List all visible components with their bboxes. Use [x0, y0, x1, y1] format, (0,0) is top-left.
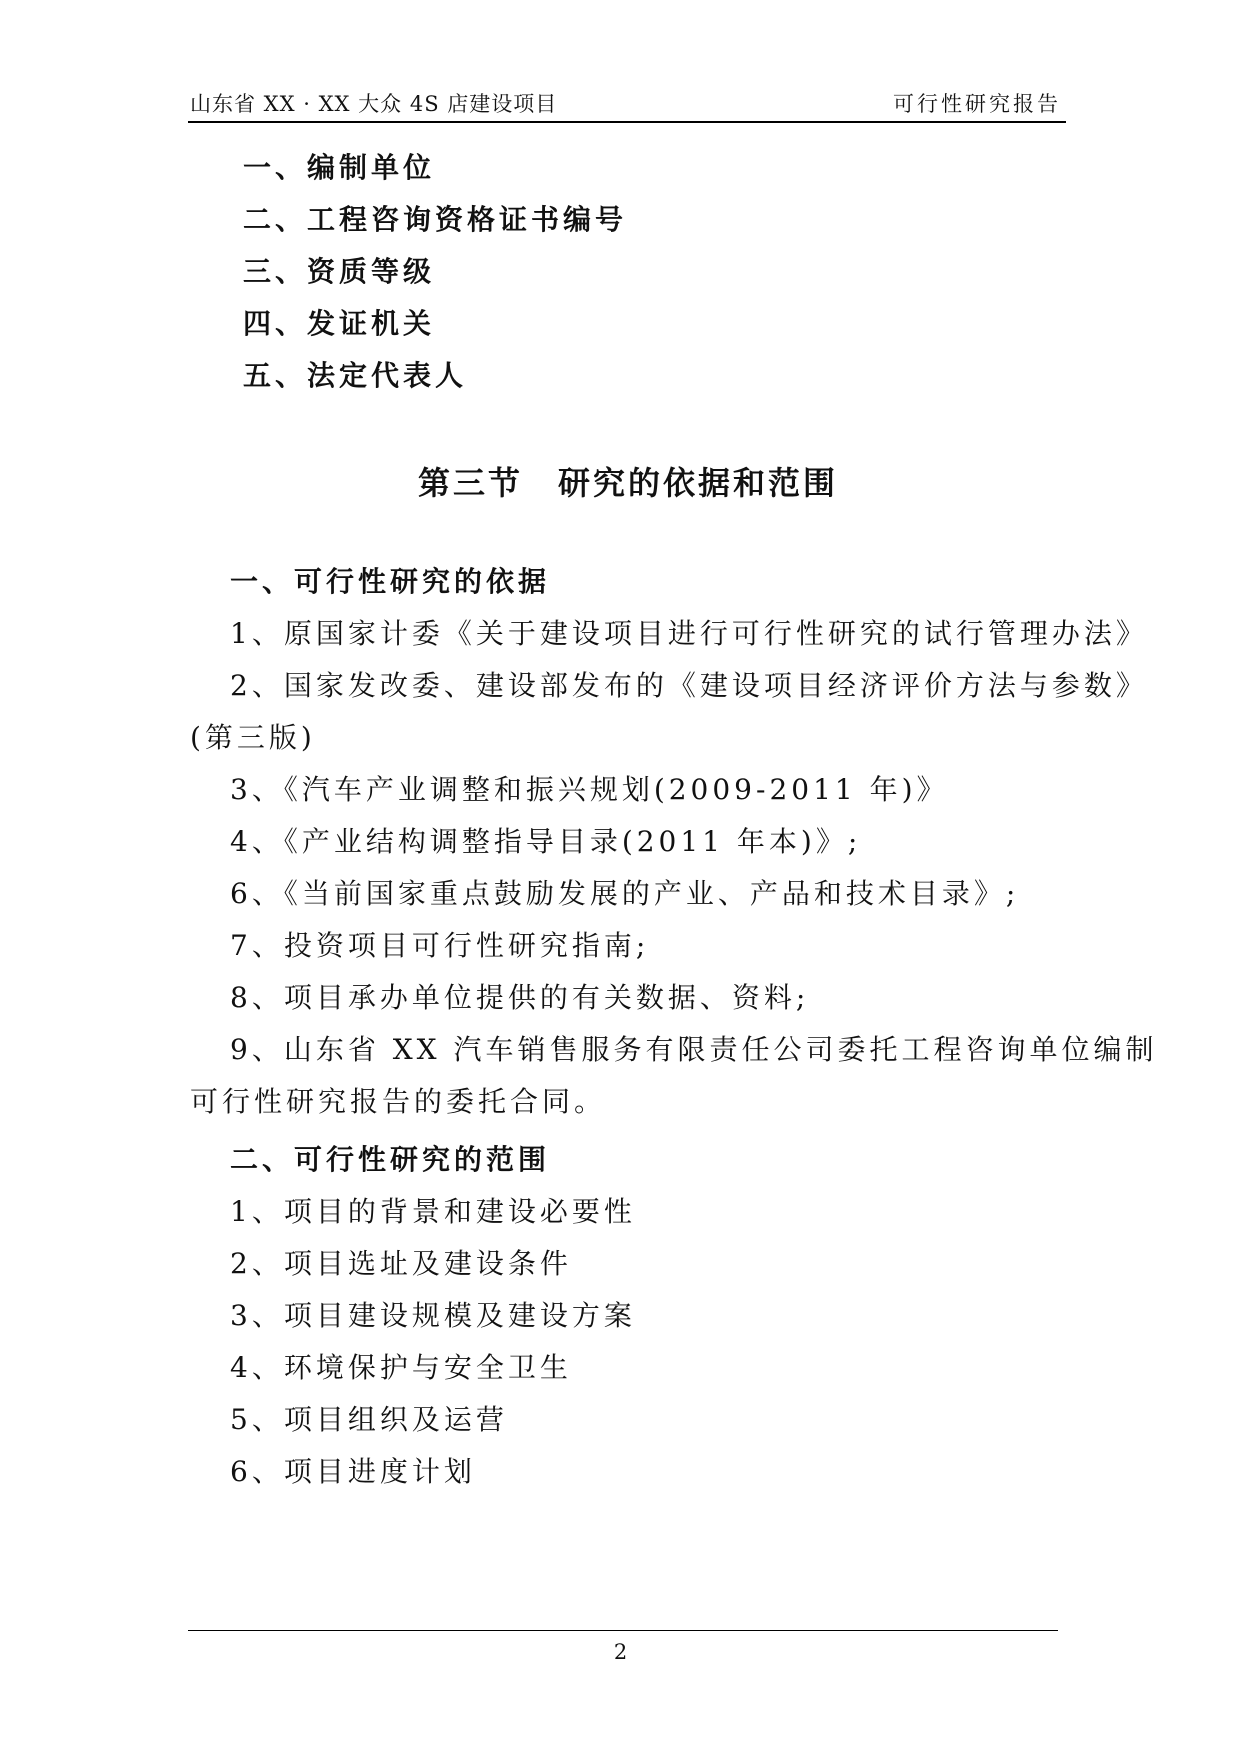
- header-rule: [188, 121, 1066, 123]
- header-project-title: 山东省 XX · XX 大众 4S 店建设项目: [190, 92, 558, 116]
- basis-line: 2、国家发改委、建设部发布的《建设项目经济评价方法与参数》: [230, 669, 1148, 702]
- basis-line: 4、《产业结构调整指导目录(2011 年本)》;: [230, 825, 862, 858]
- basis-heading: 一、可行性研究的依据: [230, 565, 551, 598]
- scope-line: 3、项目建设规模及建设方案: [230, 1299, 636, 1332]
- page-number: 2: [613, 1640, 628, 1664]
- basis-line: (第三版): [190, 721, 316, 754]
- scope-line: 1、项目的背景和建设必要性: [230, 1195, 636, 1228]
- top-item-3: 三、资质等级: [243, 255, 436, 288]
- scope-heading: 二、可行性研究的范围: [230, 1143, 551, 1176]
- basis-line: 8、项目承办单位提供的有关数据、资料;: [230, 981, 810, 1014]
- top-item-5: 五、法定代表人: [243, 359, 468, 392]
- basis-line: 6、《当前国家重点鼓励发展的产业、产品和技术目录》;: [230, 877, 1020, 910]
- header-report-title: 可行性研究报告: [893, 92, 1061, 116]
- basis-line: 3、《汽车产业调整和振兴规划(2009-2011 年)》: [230, 773, 949, 806]
- basis-line: 7、投资项目可行性研究指南;: [230, 929, 650, 962]
- basis-line: 1、原国家计委《关于建设项目进行可行性研究的试行管理办法》: [230, 617, 1148, 650]
- scope-line: 6、项目进度计划: [230, 1455, 476, 1488]
- top-item-4: 四、发证机关: [243, 307, 436, 340]
- section-title: 第三节 研究的依据和范围: [418, 464, 839, 502]
- top-item-1: 一、编制单位: [243, 151, 436, 184]
- basis-line: 9、山东省 XX 汽车销售服务有限责任公司委托工程咨询单位编制: [230, 1033, 1158, 1066]
- scope-line: 4、环境保护与安全卫生: [230, 1351, 572, 1384]
- top-item-2: 二、工程咨询资格证书编号: [243, 203, 628, 236]
- basis-line: 可行性研究报告的委托合同。: [190, 1085, 607, 1118]
- scope-line: 5、项目组织及运营: [230, 1403, 508, 1436]
- footer-rule: [188, 1630, 1058, 1631]
- scope-line: 2、项目选址及建设条件: [230, 1247, 572, 1280]
